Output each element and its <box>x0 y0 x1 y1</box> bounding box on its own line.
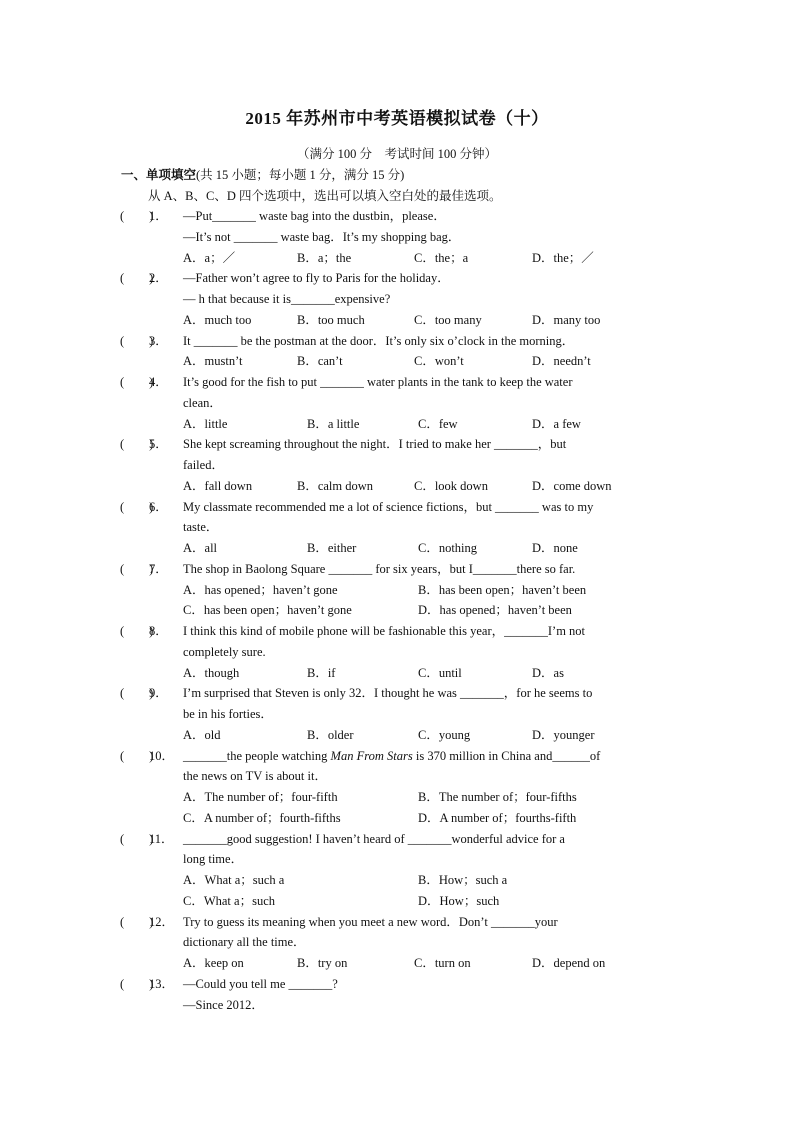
question-item <box>0 974 794 1016</box>
answer-option: C．nothing <box>418 541 478 555</box>
question-text: —Since 2012． <box>183 997 264 1012</box>
question-item <box>0 497 794 559</box>
answer-option: C．turn on <box>414 956 471 970</box>
question-text: I’m surprised that Steven is only 32．I thought he was _______，for he seems to <box>183 686 593 701</box>
answer-option: B．a；the <box>297 250 352 265</box>
question-item <box>0 912 794 974</box>
answer-bracket: ( ) <box>120 499 154 514</box>
question-text: It _______ be the postman at the door．It’s only six o’clock in the morning． <box>183 333 575 348</box>
options-row <box>0 663 794 684</box>
question-line <box>0 455 794 476</box>
question-item <box>0 268 794 330</box>
question-line <box>0 393 794 414</box>
question-number: 7． <box>149 561 168 576</box>
question-line <box>0 497 794 518</box>
options-row <box>0 600 794 621</box>
answer-option: D．a few <box>532 416 581 431</box>
answer-option: A．all <box>183 541 218 555</box>
answer-option: D．as <box>532 665 564 680</box>
answer-option: B．The number of；four-fifths <box>418 790 577 804</box>
answer-bracket: ( ) <box>120 437 154 452</box>
answer-bracket: ( ) <box>120 686 154 701</box>
question-line <box>0 849 794 870</box>
question-line <box>0 974 794 995</box>
answer-option: A．little <box>183 416 228 431</box>
answer-option: C．A number of；fourth-fifths <box>183 810 341 825</box>
answer-bracket: ( ) <box>120 333 154 348</box>
options-row <box>0 310 794 331</box>
question-line <box>0 766 794 787</box>
section-info: (共 15 小题；每小题 1 分，满分 15 分) <box>196 168 405 182</box>
question-text: failed． <box>183 458 224 472</box>
answer-bracket: ( ) <box>120 375 154 389</box>
answer-option: B．a little <box>307 416 360 431</box>
question-line <box>0 995 794 1016</box>
question-line <box>0 912 794 933</box>
question-text: I think this kind of mobile phone will be fashionable this year，_______I’m not <box>183 624 586 638</box>
answer-bracket: ( ) <box>120 271 154 286</box>
answer-option: A．The number of；four-fifth <box>183 790 338 804</box>
question-text: the news on TV is about it． <box>183 769 327 784</box>
options-row <box>0 808 794 829</box>
exam-subtitle: （满分 100 分 考试时间 100 分钟） <box>296 147 497 161</box>
question-text: —Put_______ waste bag into the dustbin，please． <box>183 209 446 223</box>
options-row <box>0 953 794 974</box>
answer-option: A．mustn’t <box>183 354 243 369</box>
answer-option: D．A number of；fourths-fifth <box>418 810 577 825</box>
answer-option: B．calm down <box>297 478 374 493</box>
question-item <box>0 829 794 912</box>
question-number: 9． <box>149 686 168 701</box>
question-text: — h that because it is_______expensive? <box>183 292 391 306</box>
answer-option: B．too much <box>297 312 365 327</box>
question-number: 4． <box>149 375 168 389</box>
answer-option: D．none <box>532 541 578 555</box>
answer-bracket: ( ) <box>120 748 154 763</box>
answer-option: A．much too <box>183 312 252 327</box>
answer-option: B．try on <box>297 956 348 970</box>
question-item <box>0 559 794 621</box>
answer-bracket: ( ) <box>120 976 154 991</box>
answer-option: B．if <box>307 665 336 680</box>
question-line <box>0 227 794 248</box>
question-line <box>0 206 794 227</box>
question-text: taste． <box>183 520 219 535</box>
answer-bracket: ( ) <box>120 209 154 223</box>
answer-option: C．look down <box>414 478 488 493</box>
answer-option: C．won’t <box>414 354 464 369</box>
answer-option: C．few <box>418 416 458 431</box>
section-instructions: 从 A、B、C、D 四个选项中，选出可以填入空白处的最佳选项。 <box>148 189 502 203</box>
question-item <box>0 746 794 829</box>
section-title: 一、单项填空 <box>121 168 197 182</box>
options-row <box>0 725 794 746</box>
answer-option: C．too many <box>414 312 482 327</box>
question-line <box>0 517 794 538</box>
answer-option: D．depend on <box>532 956 606 970</box>
question-text: clean． <box>183 395 222 410</box>
question-line <box>0 704 794 725</box>
answer-option: A．keep on <box>183 956 244 970</box>
options-row <box>0 476 794 497</box>
question-line <box>0 331 794 352</box>
question-line <box>0 746 794 767</box>
question-item <box>0 331 794 373</box>
question-number: 8． <box>149 624 168 638</box>
options-row <box>0 787 794 808</box>
question-number: 5． <box>149 437 168 452</box>
answer-option: B．How；such a <box>418 873 508 887</box>
question-line <box>0 434 794 455</box>
answer-option: C．the；a <box>414 250 469 265</box>
question-text: _______the people watching Man From Stars is 370 million in China and______of <box>183 748 601 763</box>
options-row <box>0 870 794 891</box>
question-number: 11． <box>149 831 174 846</box>
answer-option: A．old <box>183 727 221 742</box>
question-text: long time． <box>183 852 244 867</box>
question-line <box>0 268 794 289</box>
question-number: 6． <box>149 499 168 514</box>
exam-title: 2015 年苏州市中考英语模拟试卷（十） <box>245 109 549 128</box>
question-line <box>0 642 794 663</box>
answer-option: D．come down <box>532 478 612 493</box>
answer-option: D．younger <box>532 727 595 742</box>
answer-option: C．has been open；haven’t gone <box>183 603 352 618</box>
question-text: be in his forties． <box>183 707 273 721</box>
answer-option: C．until <box>418 665 462 680</box>
answer-bracket: ( ) <box>120 914 154 929</box>
question-item <box>0 621 794 683</box>
question-text: My classmate recommended me a lot of science fictions，but _______ was to my <box>183 499 594 514</box>
answer-option: A．though <box>183 665 240 680</box>
answer-bracket: ( ) <box>120 831 154 846</box>
question-number: 1． <box>149 209 168 223</box>
options-row <box>0 580 794 601</box>
question-list <box>0 206 794 1015</box>
question-text: It’s good for the fish to put _______ water plants in the tank to keep the water <box>183 375 573 389</box>
question-number: 10． <box>149 748 175 763</box>
answer-option: D．How；such <box>418 893 500 908</box>
answer-bracket: ( ) <box>120 561 154 576</box>
question-number: 2． <box>149 271 168 286</box>
question-item <box>0 372 794 434</box>
question-item <box>0 206 794 268</box>
answer-option: C．young <box>418 727 471 742</box>
question-text: She kept screaming throughout the night．I tried to make her _______，but <box>183 437 567 452</box>
options-row <box>0 414 794 435</box>
question-text: completely sure. <box>183 644 266 659</box>
question-number: 3． <box>149 333 168 348</box>
answer-option: C．What a；such <box>183 893 275 908</box>
answer-option: B．either <box>307 541 357 555</box>
question-line <box>0 289 794 310</box>
options-row <box>0 538 794 559</box>
answer-option: A．What a；such a <box>183 873 285 887</box>
question-line <box>0 559 794 580</box>
question-text: dictionary all the time． <box>183 935 306 950</box>
question-text: The shop in Baolong Square _______ for six years，but I_______there so far. <box>183 561 576 576</box>
answer-option: A．a；／ <box>183 250 236 265</box>
options-row <box>0 248 794 269</box>
options-row <box>0 891 794 912</box>
question-line <box>0 621 794 642</box>
question-item <box>0 434 794 496</box>
answer-option: D．needn’t <box>532 354 591 369</box>
answer-option: A．fall down <box>183 478 253 493</box>
question-text: —Could you tell me _______? <box>183 976 338 991</box>
question-number: 13． <box>149 976 175 991</box>
question-line <box>0 372 794 393</box>
answer-option: B．older <box>307 727 354 742</box>
question-item <box>0 683 794 745</box>
question-text: —It’s not _______ waste bag．It’s my shopping bag． <box>183 229 461 244</box>
question-text: Try to guess its meaning when you meet a new word．Don’t _______your <box>183 914 558 929</box>
question-text: _______good suggestion! I haven’t heard of _______wonderful advice for a <box>183 831 565 846</box>
answer-option: B．can’t <box>297 354 343 369</box>
section-heading <box>121 165 404 183</box>
answer-option: D．has opened；haven’t been <box>418 603 572 618</box>
question-line <box>0 683 794 704</box>
italic-title: Man From Stars <box>330 748 413 763</box>
answer-bracket: ( ) <box>120 624 154 638</box>
options-row <box>0 351 794 372</box>
question-text: —Father won’t agree to fly to Paris for the holiday． <box>183 271 450 286</box>
question-line <box>0 829 794 850</box>
answer-option: A．has opened；haven’t gone <box>183 582 338 597</box>
answer-option: B．has been open；haven’t been <box>418 582 587 597</box>
question-line <box>0 932 794 953</box>
answer-option: D．the；／ <box>532 250 594 265</box>
answer-option: D．many too <box>532 312 601 327</box>
question-number: 12． <box>149 914 175 929</box>
